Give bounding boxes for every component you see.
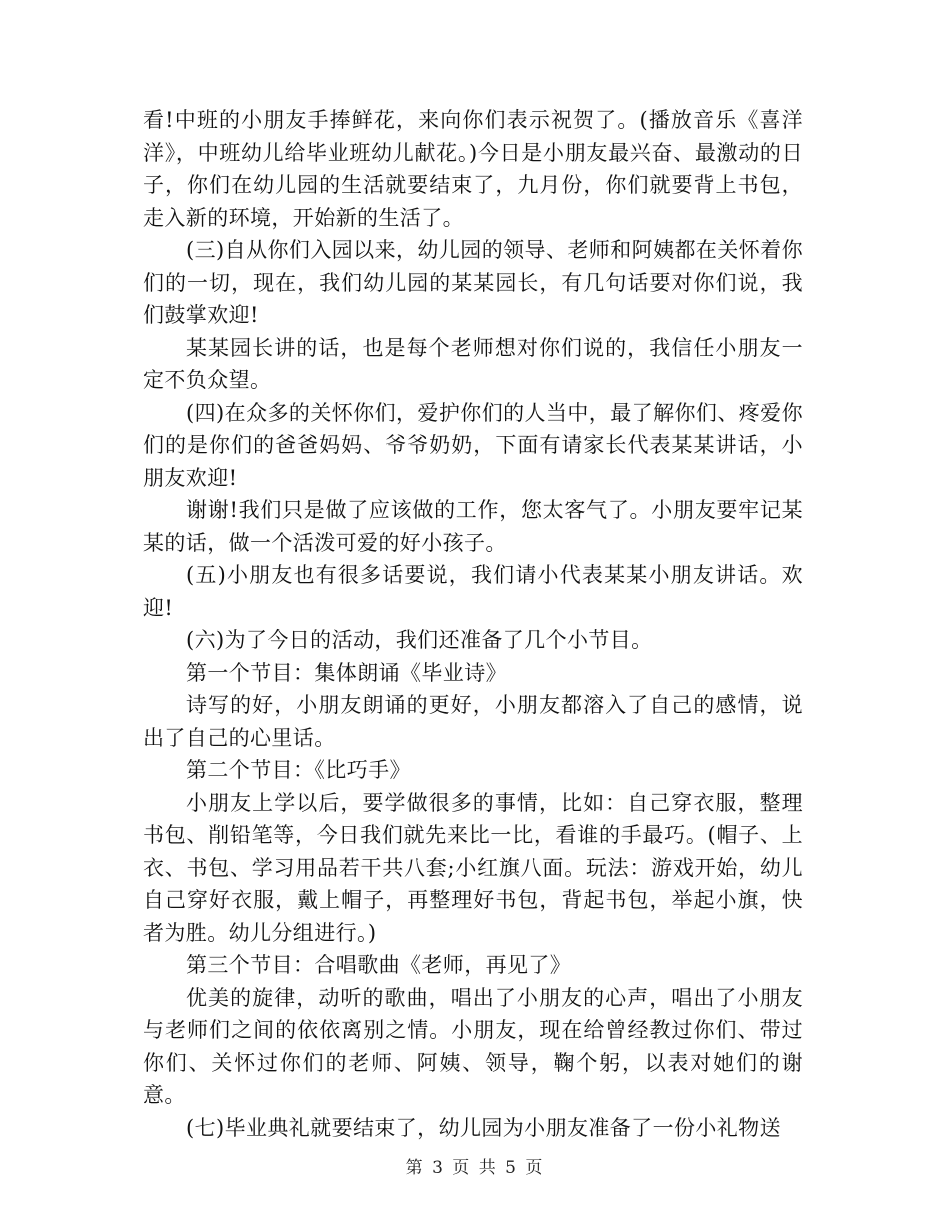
paragraph-7: (六)为了今日的活动，我们还准备了几个小节目。	[186, 628, 653, 652]
paragraph-4: (四)在众多的关怀你们，爱护你们的人当中，最了解你们、疼爱你们的是你们的爸爸妈妈、爷爷奶奶，下面有请家长代表某某讲话，小朋友欢迎!	[143, 400, 803, 490]
paragraph-6: (五)小朋友也有很多话要说，我们请小代表某某小朋友讲话。欢迎!	[143, 563, 803, 620]
paragraph-1: 看!中班的小朋友手捧鲜花，来向你们表示祝贺了。(播放音乐《喜洋洋》，中班幼儿给毕业班幼儿献花。)今日是小朋友最兴奋、最激动的日子，你们在幼儿园的生活就要结束了，九月份，你们就要背上书包，走入新的环境，开始新的生活了。	[143, 108, 803, 230]
paragraph-5: 谢谢!我们只是做了应该做的工作，您太客气了。小朋友要牢记某某的话，做一个活泼可爱的好小孩子。	[143, 498, 803, 555]
program-2-heading: 第二个节目：《比巧手》	[186, 758, 411, 782]
paragraph-14: (七)毕业典礼就要结束了，幼儿园为小朋友准备了一份小礼物送	[186, 1115, 781, 1140]
page-number-footer: 第 3 页 共 5 页	[405, 1158, 545, 1178]
program-1-heading: 第一个节目：集体朗诵《毕业诗》	[186, 660, 507, 685]
paragraph-13: 优美的旋律，动听的歌曲，唱出了小朋友的心声，唱出了小朋友与老师们之间的依依离别之情。小朋友，现在给曾经教过你们、带过你们、关怀过你们的老师、阿姨、领导，鞠个躬，以表对她们的谢意。	[143, 985, 803, 1107]
paragraph-11: 小朋友上学以后，要学做很多的事情，比如：自己穿衣服，整理书包、削铅笔等，今日我们就先来比一比，看谁的手最巧。(帽子、上衣、书包、学习用品若干共八套;小红旗八面。玩法：游戏开始，幼儿自己穿好衣服，戴上帽子，再整理好书包，背起书包，举起小旗，快者为胜。幼儿分组进行。)	[143, 790, 803, 945]
paragraph-3: 某某园长讲的话，也是每个老师想对你们说的，我信任小朋友一定不负众望。	[143, 335, 803, 392]
paragraph-9: 诗写的好，小朋友朗诵的更好，小朋友都溶入了自己的感情，说出了自己的心里话。	[143, 693, 803, 750]
program-3-heading: 第三个节目：合唱歌曲《老师，再见了》	[186, 953, 572, 977]
document-body	[143, 104, 803, 1144]
paragraph-2: (三)自从你们入园以来，幼儿园的领导、老师和阿姨都在关怀着你们的一切，现在，我们幼儿园的某某园长，有几句话要对你们说，我们鼓掌欢迎!	[143, 238, 803, 327]
